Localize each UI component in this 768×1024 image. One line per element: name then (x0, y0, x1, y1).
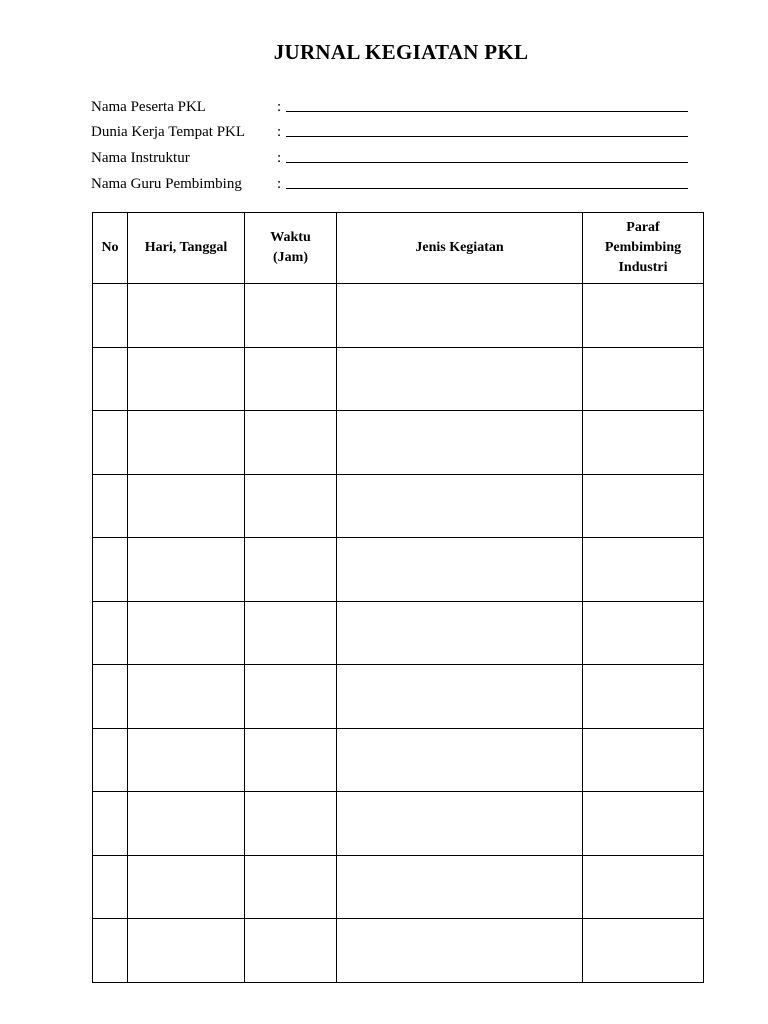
table-row (93, 855, 704, 919)
cell-signature[interactable] (583, 284, 704, 348)
cell-activity[interactable] (337, 728, 583, 792)
fill-in-line[interactable] (286, 161, 688, 163)
cell-day-date[interactable] (128, 474, 245, 538)
cell-day-date[interactable] (128, 665, 245, 729)
header-signature-line: Pembimbing (604, 240, 682, 255)
table-row (93, 538, 704, 602)
cell-signature[interactable] (583, 347, 704, 411)
cell-time[interactable] (245, 919, 337, 983)
fill-in-line[interactable] (286, 110, 688, 112)
cell-time[interactable] (245, 411, 337, 475)
participant-info-section (91, 90, 691, 193)
cell-activity[interactable] (337, 474, 583, 538)
field-colon: : (277, 150, 282, 167)
cell-time[interactable] (245, 601, 337, 665)
table-row (93, 919, 704, 983)
cell-time[interactable] (245, 855, 337, 919)
field-label: Nama Instruktur (91, 150, 190, 167)
cell-signature[interactable] (583, 538, 704, 602)
table-row (93, 601, 704, 665)
cell-no[interactable] (93, 855, 128, 919)
field-colon: : (277, 98, 282, 115)
table-body (93, 284, 704, 983)
cell-no[interactable] (93, 347, 128, 411)
document-title: JURNAL KEGIATAN PKL (273, 40, 529, 64)
cell-activity[interactable] (337, 792, 583, 856)
header-no: No (93, 213, 128, 284)
cell-no[interactable] (93, 601, 128, 665)
cell-signature[interactable] (583, 474, 704, 538)
field-colon: : (277, 124, 282, 141)
activity-journal-table (92, 212, 704, 983)
cell-activity[interactable] (337, 855, 583, 919)
cell-time[interactable] (245, 665, 337, 729)
cell-activity[interactable] (337, 411, 583, 475)
cell-no[interactable] (93, 665, 128, 729)
cell-time[interactable] (245, 538, 337, 602)
cell-signature[interactable] (583, 792, 704, 856)
header-time (245, 213, 337, 284)
field-supervising-teacher (91, 167, 691, 193)
cell-activity[interactable] (337, 347, 583, 411)
cell-activity[interactable] (337, 919, 583, 983)
header-supervisor-signature (583, 213, 704, 284)
field-label: Nama Guru Pembimbing (91, 175, 242, 192)
header-day-date: Hari, Tanggal (128, 213, 245, 284)
field-workplace (91, 116, 691, 142)
cell-day-date[interactable] (128, 728, 245, 792)
table-row (93, 728, 704, 792)
table-row (93, 347, 704, 411)
cell-signature[interactable] (583, 919, 704, 983)
cell-day-date[interactable] (128, 538, 245, 602)
table-header-row (93, 213, 704, 284)
header-time-line: (Jam) (273, 250, 308, 265)
cell-time[interactable] (245, 792, 337, 856)
cell-time[interactable] (245, 728, 337, 792)
cell-time[interactable] (245, 284, 337, 348)
field-instructor (91, 141, 691, 167)
cell-no[interactable] (93, 919, 128, 983)
field-participant-name (91, 90, 691, 116)
cell-no[interactable] (93, 474, 128, 538)
cell-no[interactable] (93, 538, 128, 602)
cell-day-date[interactable] (128, 284, 245, 348)
header-signature-line: Industri (618, 260, 668, 275)
header-signature-line: Paraf (626, 220, 660, 235)
cell-no[interactable] (93, 728, 128, 792)
field-colon: : (277, 175, 282, 192)
table-row (93, 792, 704, 856)
table-row (93, 665, 704, 729)
cell-day-date[interactable] (128, 347, 245, 411)
cell-signature[interactable] (583, 411, 704, 475)
header-activity-type: Jenis Kegiatan (337, 213, 583, 284)
cell-time[interactable] (245, 347, 337, 411)
cell-signature[interactable] (583, 728, 704, 792)
field-label: Dunia Kerja Tempat PKL (91, 124, 246, 141)
cell-day-date[interactable] (128, 411, 245, 475)
fill-in-line[interactable] (286, 135, 688, 137)
cell-activity[interactable] (337, 284, 583, 348)
cell-signature[interactable] (583, 601, 704, 665)
field-label: Nama Peserta PKL (91, 98, 206, 115)
cell-activity[interactable] (337, 665, 583, 729)
fill-in-line[interactable] (286, 187, 688, 189)
cell-activity[interactable] (337, 601, 583, 665)
cell-no[interactable] (93, 411, 128, 475)
table-row (93, 474, 704, 538)
cell-activity[interactable] (337, 538, 583, 602)
cell-day-date[interactable] (128, 601, 245, 665)
cell-signature[interactable] (583, 855, 704, 919)
cell-day-date[interactable] (128, 855, 245, 919)
cell-no[interactable] (93, 284, 128, 348)
table-row (93, 284, 704, 348)
cell-signature[interactable] (583, 665, 704, 729)
header-time-line: Waktu (270, 230, 311, 245)
cell-no[interactable] (93, 792, 128, 856)
cell-day-date[interactable] (128, 792, 245, 856)
table-row (93, 411, 704, 475)
cell-time[interactable] (245, 474, 337, 538)
cell-day-date[interactable] (128, 919, 245, 983)
